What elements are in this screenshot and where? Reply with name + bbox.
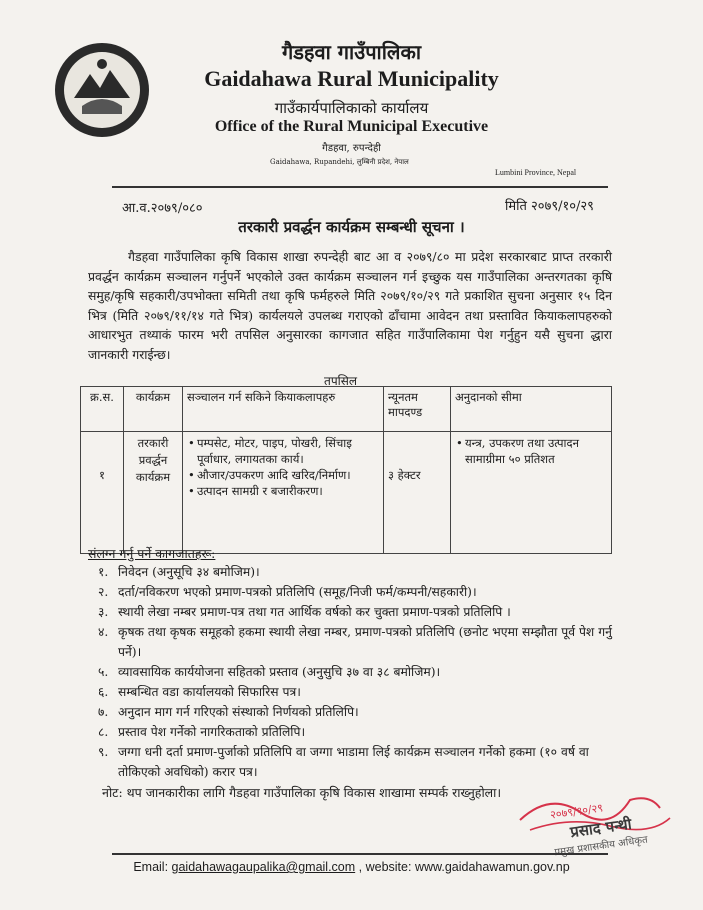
item-text: अनुदान माग गर्न गरिएको संस्थाको निर्णयको प्रतिलिपि। bbox=[118, 705, 359, 719]
municipality-name-en: Gaidahawa Rural Municipality bbox=[204, 66, 499, 91]
item-text: व्यावसायिक कार्ययोजना सहितको प्रस्ताव (अनुसुचि ३७ वा ३८ बमोजिम)। bbox=[118, 665, 441, 679]
header-activities: सञ्चालन गर्न सकिने कियाकलापहरु bbox=[183, 387, 384, 432]
footer-contact bbox=[0, 860, 703, 874]
header-divider bbox=[112, 186, 608, 188]
item-number: २. bbox=[98, 585, 109, 599]
website-link[interactable]: www.gaidahawamun.gov.np bbox=[414, 860, 570, 874]
notice-body: गैडहवा गाउँपालिका कृषि विकास शाखा रुपन्देही बाट आ व २०७९/८० मा प्रदेश सरकारबाट प्राप्त तरकारी प्रवर्द्धन कार्यक्रम सञ्चालन गर्नुपर्ने भएकोले उक्त कार्यक्रम सञ्चालन गर्न इच्छुक यस गाउँपालिका अन्तरगतका कृषि समुह/कृषि सहकारी/उपभोक्ता समिती तथा कृषि फर्महरुले मिति २०७९/१०/२९ गते प्रकाशित सुचना अनुसार १५ दिन भित्र (मिति २०७९/११/१४ गते भित्र) कार्यलयले उपलब्ध गराएको ढाँचामा आवेदन तथा प्रस्तावित कियाकलापहरुको आधारभुत तथ्याकं फारम भरी तपसिल अनुसारका कागजात सहित गाउँपालिकामा पेश गर्नुहुन यसै सुचना द्धारा जानकारी गराईन्छ। bbox=[88, 249, 612, 362]
list-item bbox=[88, 722, 633, 742]
item-number: ७. bbox=[98, 705, 109, 719]
notice-subject: तरकारी प्रवर्द्धन कार्यक्रम सम्बन्धी सूचना । bbox=[238, 218, 465, 236]
item-number: ६. bbox=[98, 685, 109, 699]
footer-divider bbox=[112, 853, 608, 855]
item-number: ९. bbox=[98, 745, 109, 759]
location-np: गैडहवा, रुपन्देही bbox=[322, 143, 381, 154]
list-item bbox=[88, 682, 633, 702]
activity-item: • पम्पसेट, मोटर, पाइप, पोखरी, सिंचाइ पूर्वाधार, लगायतका कार्य। bbox=[197, 435, 379, 467]
item-number: ५. bbox=[98, 665, 109, 679]
item-text: सम्बन्धित वडा कार्यालयको सिफारिस पत्र। bbox=[118, 685, 301, 699]
website-label: , website: bbox=[358, 860, 412, 874]
email-link[interactable]: gaidahawagaupalika@gmail.com bbox=[171, 860, 356, 874]
item-number: ३. bbox=[98, 605, 109, 619]
attachments-list bbox=[88, 562, 633, 782]
item-number: ८. bbox=[98, 725, 109, 739]
contact-note: नोट: थप जानकारीका लागि गैडहवा गाउँपालिका कृषि विकास शाखामा सम्पर्क राख्नुहोला। bbox=[102, 785, 502, 800]
header-grant: अनुदानको सीमा bbox=[451, 387, 612, 432]
item-text: स्थायी लेखा नम्बर प्रमाण-पत्र तथा गत आर्थिक वर्षको कर चुक्ता प्रमाण-पत्रको प्रतिलिपि । bbox=[118, 605, 511, 619]
table-row bbox=[81, 432, 612, 554]
cell-sn: १ bbox=[81, 432, 124, 554]
list-item bbox=[88, 662, 633, 682]
header-program: कार्यक्रम bbox=[124, 387, 183, 432]
item-text: दर्ता/नविकरण भएको प्रमाण-पत्रको प्रतिलिपि (समूह/निजी फर्म/कम्पनी/सहकारी)। bbox=[118, 585, 477, 599]
item-text: प्रस्ताव पेश गर्नेको नागरिकताको प्रतिलिपि। bbox=[118, 725, 306, 739]
email-label: Email: bbox=[133, 860, 169, 874]
item-number: ४. bbox=[98, 625, 109, 639]
table-label: तपसिल bbox=[324, 374, 358, 388]
signature-date: २०७९/१०/२९ bbox=[549, 801, 604, 822]
list-item bbox=[88, 742, 633, 782]
cell-minimum: ३ हेक्टर bbox=[384, 432, 451, 554]
cell-program: तरकारी प्रवर्द्धन कार्यक्रम bbox=[124, 432, 183, 554]
office-name-np: गाउँकार्यपालिकाको कार्यालय bbox=[274, 99, 429, 117]
list-item bbox=[88, 602, 633, 622]
attachments-heading: संलग्न गर्नु पर्ने कागजातहरू: bbox=[88, 546, 216, 561]
office-name-en: Office of the Rural Municipal Executive bbox=[214, 118, 489, 135]
province-line: Lumbini Province, Nepal bbox=[495, 168, 577, 177]
item-number: १. bbox=[98, 565, 109, 579]
address-line: Gaidahawa, Rupandehi, लुम्बिनी प्रदेश, नेपाल bbox=[270, 158, 409, 166]
item-text: कृषक तथा कृषक समूहको हकमा स्थायी लेखा नम्बर, प्रमाण-पत्रको प्रतिलिपि (छनोट भएमा सम्झौता पूर्व पेश गर्नु पर्ने)। bbox=[118, 625, 612, 659]
table-header-row bbox=[81, 387, 612, 432]
header-minimum: न्यूनतम मापदण्ड bbox=[384, 387, 451, 432]
cell-grant bbox=[451, 432, 612, 554]
activity-item: • औजार/उपकरण आदि खरिद/निर्माण। bbox=[197, 467, 379, 483]
signatory-title: प्रमुख प्रशासकीय अधिकृत bbox=[553, 834, 649, 859]
list-item bbox=[88, 582, 633, 602]
activity-item: • उत्पादन सामग्री र बजारीकरण। bbox=[197, 483, 379, 499]
header-sn: क्र.स. bbox=[81, 387, 124, 432]
reference-number: आ.व.२०७९/०८० bbox=[122, 201, 203, 216]
notice-date: मिति २०७९/१०/२९ bbox=[505, 199, 594, 214]
cell-activities bbox=[183, 432, 384, 554]
grant-item: • यन्त्र, उपकरण तथा उत्पादन सामाग्रीमा ५० प्रतिशत bbox=[465, 435, 607, 467]
list-item bbox=[88, 702, 633, 722]
list-item bbox=[88, 562, 633, 582]
list-item bbox=[88, 622, 633, 662]
municipality-name-np: गैडहवा गाउँपालिका bbox=[281, 40, 422, 64]
item-text: निवेदन (अनुसूचि ३४ बमोजिम)। bbox=[118, 565, 260, 579]
details-table bbox=[80, 386, 612, 554]
item-text: जग्गा धनी दर्ता प्रमाण-पुर्जाको प्रतिलिपि वा जग्गा भाडामा लिई कार्यक्रम सञ्चालन गर्नेको हकमा (१० वर्ष वा तोकिएको अवधिको) करार पत्र। bbox=[118, 745, 589, 779]
signature-block bbox=[510, 782, 680, 859]
signatory-name: प्रसाद पन्थी bbox=[569, 814, 633, 842]
